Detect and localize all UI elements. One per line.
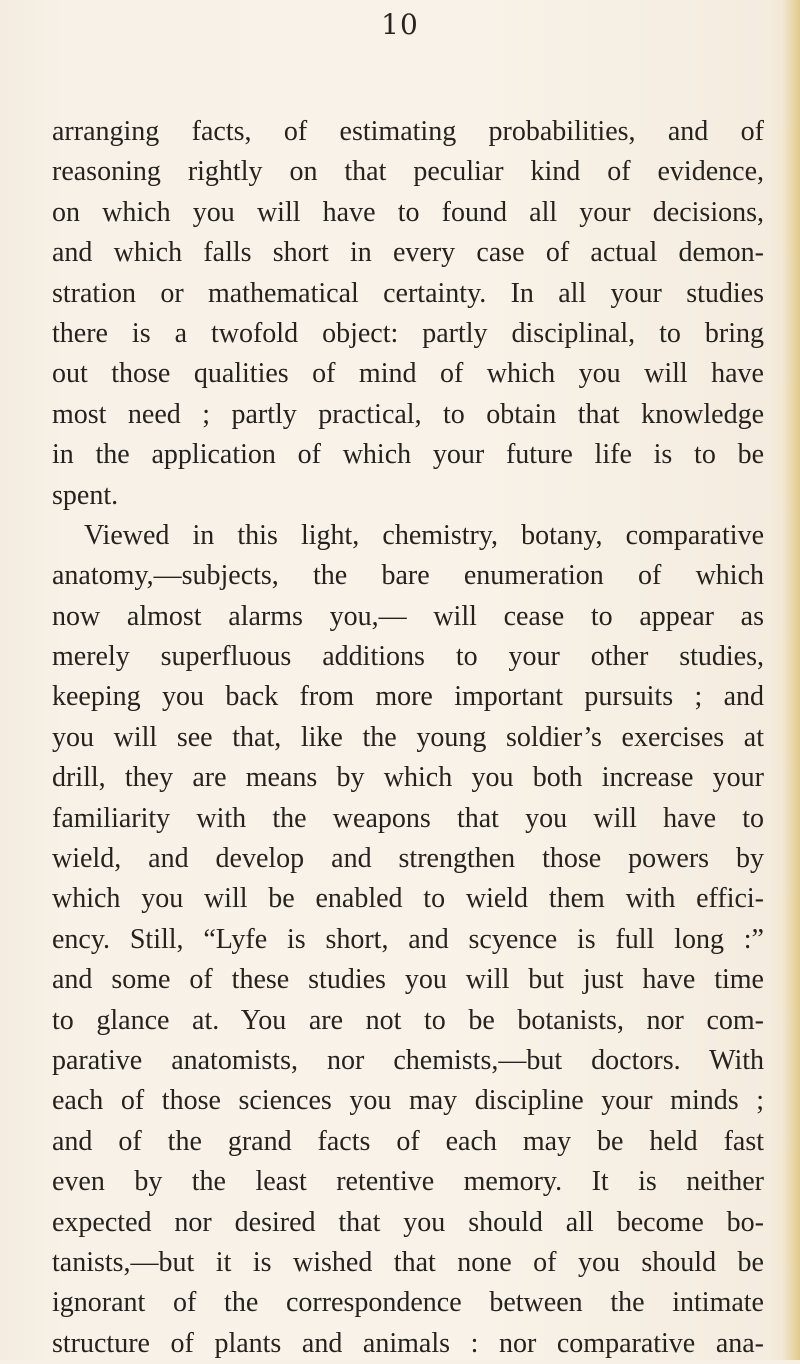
text-line: expected nor desired that you should all become bo- <box>52 1206 764 1238</box>
text-line: stration or mathematical certainty. In all your studies <box>52 277 764 309</box>
text-line: familiarity with the weapons that you will have to <box>52 802 764 834</box>
text-line: and of the grand facts of each may be held fast <box>52 1125 764 1157</box>
text-line: arranging facts, of estimating probabilities, and of <box>52 116 764 147</box>
text-line: structure of plants and animals : nor comparative ana- <box>52 1327 764 1359</box>
text-line: in the application of which your future life is to be <box>52 439 764 471</box>
text-line: out those qualities of mind of which you will have <box>52 358 764 390</box>
page-edge-shading <box>782 0 800 1360</box>
text-line: ignorant of the correspondence between the intimate <box>52 1287 764 1319</box>
text-line: most need ; partly practical, to obtain that knowledge <box>52 398 764 430</box>
text-line: drill, they are means by which you both increase your <box>52 762 764 794</box>
text-line: now almost alarms you,— will cease to appear as <box>52 600 764 632</box>
text-line: spent. <box>52 479 119 511</box>
text-line: to glance at. You are not to be botanists, nor com- <box>52 1004 764 1036</box>
text-line: and which falls short in every case of actual demon- <box>52 237 764 269</box>
body-text <box>52 112 764 1364</box>
text-line: and some of these studies you will but just have time <box>52 964 764 996</box>
text-line: merely superfluous additions to your other studies, <box>52 641 764 673</box>
text-line: you will see that, like the young soldier’s exercises at <box>52 721 764 753</box>
text-line: tanists,—but it is wished that none of you should be <box>52 1246 764 1278</box>
text-line: keeping you back from more important pursuits ; and <box>52 681 764 713</box>
text-line: reasoning rightly on that peculiar kind of evidence, <box>52 156 764 188</box>
text-line: ency. Still, “Lyfe is short, and scyence is full long :” <box>52 923 764 955</box>
text-line: parative anatomists, nor chemists,—but doctors. With <box>52 1044 764 1076</box>
text-line: anatomy,—subjects, the bare enumeration of which <box>52 560 764 592</box>
text-line: wield, and develop and strengthen those powers by <box>52 843 764 875</box>
text-line: on which you will have to found all your decisions, <box>52 196 764 228</box>
text-line: each of those sciences you may discipline your minds ; <box>52 1085 764 1117</box>
text-line: which you will be enabled to wield them with effici- <box>52 883 764 915</box>
text-line: there is a twofold object: partly disciplinal, to bring <box>52 317 764 349</box>
text-line: Viewed in this light, chemistry, botany, comparative <box>84 519 764 551</box>
text-line: even by the least retentive memory. It is neither <box>52 1166 764 1198</box>
page-number: 10 <box>381 8 419 41</box>
